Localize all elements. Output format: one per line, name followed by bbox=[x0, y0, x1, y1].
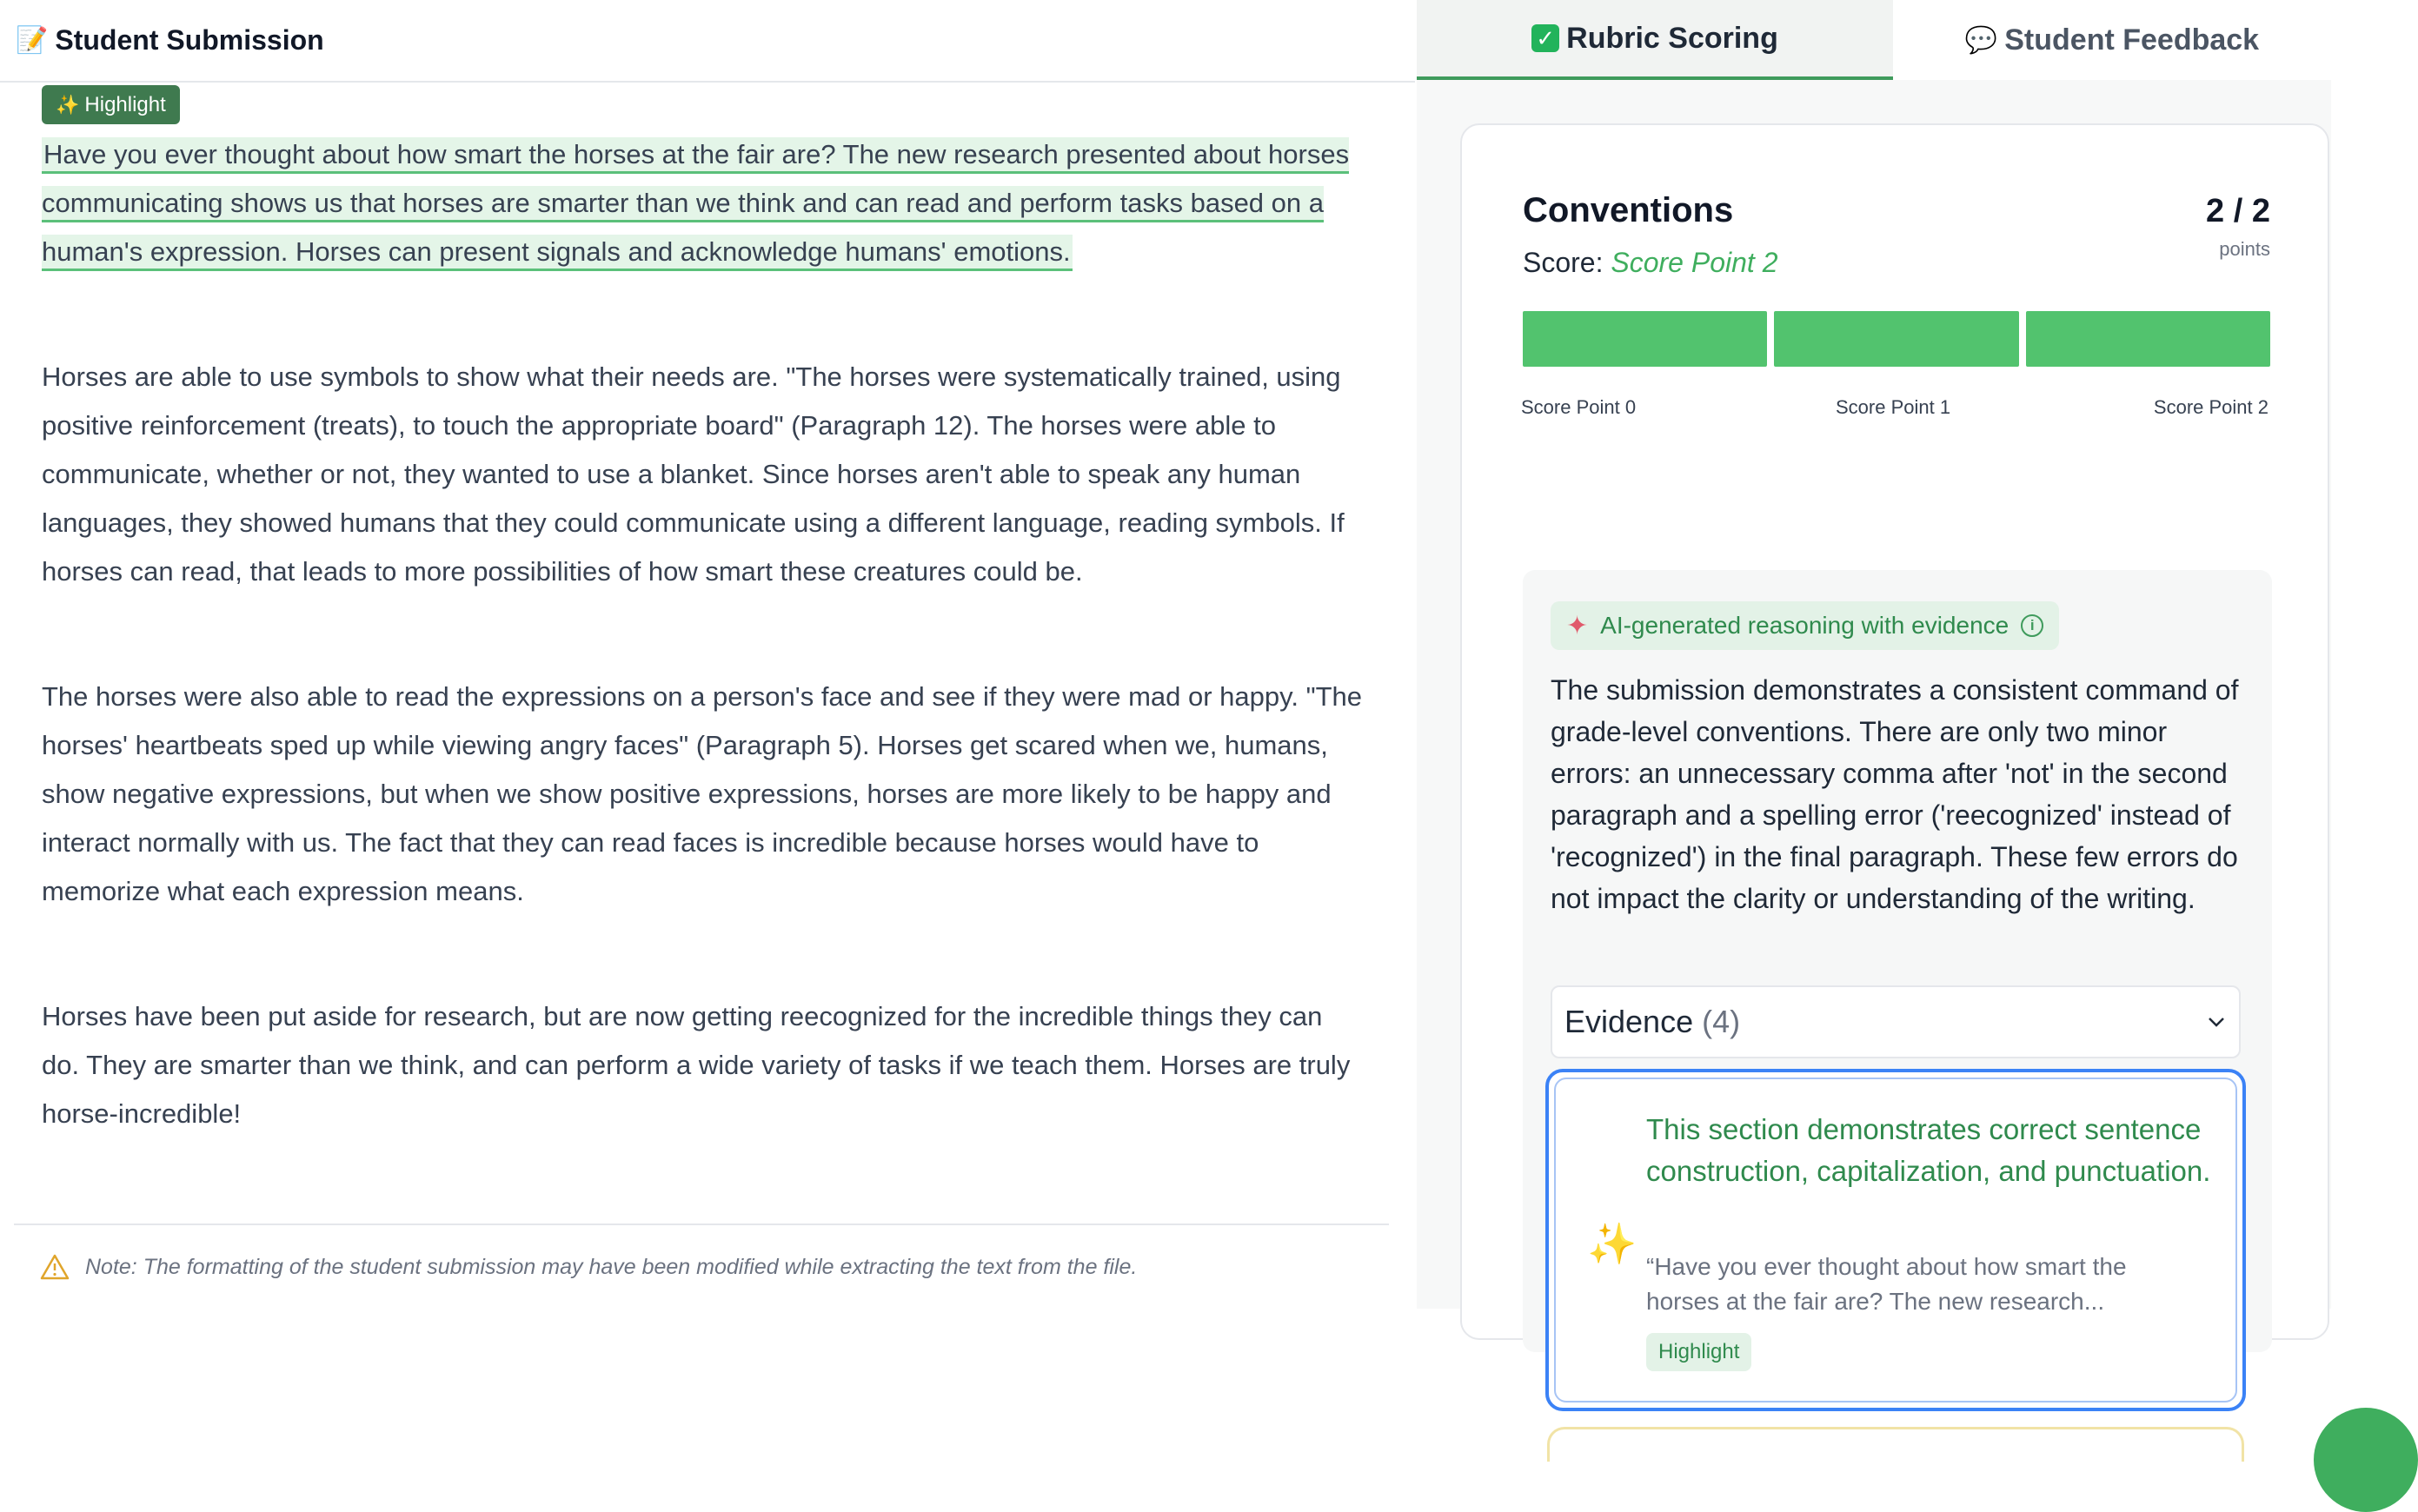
ai-reasoning-badge bbox=[1551, 601, 2059, 650]
scoring-panel bbox=[1417, 0, 2331, 1363]
evidence-card[interactable] bbox=[1545, 1069, 2246, 1411]
score-level-label-1: Score Point 1 bbox=[1836, 396, 1951, 418]
score-level-labels bbox=[1521, 396, 2269, 422]
panel-tabs bbox=[1417, 0, 2331, 80]
evidence-title: This section demonstrates correct sentence construction, capitalization, and punctuation. bbox=[1646, 1113, 2211, 1187]
essay-paragraph-1[interactable] bbox=[42, 130, 1363, 276]
score-level-segment-0[interactable] bbox=[1523, 311, 1767, 367]
note-text: Note: The formatting of the student submission may have been modified while extracting the text from the file. bbox=[85, 1254, 1138, 1279]
formatting-note bbox=[14, 1224, 1389, 1309]
essay-text bbox=[42, 130, 1363, 1215]
essay-paragraph-2: Horses are able to use symbols to show what their needs are. "The horses were systematically trained, using positive reinforcement (treats), to touch the appropriate board" (Paragraph 12). The horses were able to communicate, whether or not, they wanted to use a blanket. Since horses aren't able to speak any human languages, they showed humans that they could communicate using a different language, reading symbols. If horses can read, that leads to more possibilities of how smart these creatures could be. bbox=[42, 361, 1345, 587]
evidence-quote: “Have you ever thought about how smart the horses at the fair are? The new research... bbox=[1646, 1253, 2127, 1315]
score-level-bar bbox=[1523, 311, 2270, 367]
score-level-segment-2[interactable] bbox=[2026, 311, 2270, 367]
submission-header bbox=[0, 0, 1415, 83]
info-icon[interactable]: i bbox=[2021, 614, 2043, 637]
memo-icon: 📝 bbox=[16, 26, 49, 55]
essay-paragraph-4: Horses have been put aside for research, but are now getting reecognized for the incredible things they can do. They are smarter than we think, and can perform a wide variety of tasks if we teach them. Horses are truly horse-incredible! bbox=[42, 1001, 1351, 1129]
check-icon: ✓ bbox=[1531, 24, 1559, 52]
points-label: points bbox=[2219, 238, 2270, 260]
ai-badge-label: AI-generated reasoning with evidence bbox=[1600, 612, 2009, 639]
speech-bubble-icon: 💬 bbox=[1964, 25, 1998, 55]
score-line bbox=[1523, 247, 1777, 279]
ai-sparkle-icon: ✦ bbox=[1566, 611, 1589, 640]
reasoning-box bbox=[1523, 570, 2272, 1363]
tab-label: Rubric Scoring bbox=[1566, 21, 1778, 55]
evidence-label-text: Evidence bbox=[1564, 1004, 1694, 1039]
evidence-highlight-tag[interactable]: Highlight bbox=[1646, 1333, 1751, 1371]
floating-action-button[interactable] bbox=[2314, 1408, 2418, 1512]
chevron-down-icon bbox=[2206, 1011, 2227, 1032]
tab-rubric-scoring[interactable] bbox=[1417, 0, 1893, 80]
tab-student-feedback[interactable] bbox=[1893, 0, 2331, 80]
evidence-label bbox=[1564, 1004, 1740, 1040]
sparkle-icon: ✨ bbox=[56, 93, 80, 116]
highlighted-text[interactable]: Have you ever thought about how smart the horses at the fair are? The new research presented about horses communicating shows us that horses are smarter than we think and can read and perform tasks based on a human's expression. Horses can present signals and acknowledge humans' emotions. bbox=[42, 137, 1349, 271]
highlight-button[interactable] bbox=[42, 85, 180, 124]
warning-icon bbox=[40, 1254, 70, 1280]
essay-paragraph-3: The horses were also able to read the expressions on a person's face and see if they were mad or happy. "The horses' heartbeats sped up while viewing angry faces" (Paragraph 5). Horses get scared when we, humans, show negative expressions, but when we show positive expressions, horses are more likely to be happy and interact normally with us. The fact that they can read faces is incredible because horses would have to memorize what each expression means. bbox=[42, 681, 1362, 906]
score-prefix: Score: bbox=[1523, 247, 1604, 278]
reasoning-text: The submission demonstrates a consistent command of grade-level conventions. There are only two minor errors: an unnecessary comma after 'not' in the second paragraph and a spelling error ('reecognized' instead of 'recognized') in the final paragraph. These few errors do not impact the clarity or understanding of the writing. bbox=[1551, 674, 2239, 914]
criterion-card bbox=[1460, 123, 2329, 1363]
score-level-label-2: Score Point 2 bbox=[2153, 396, 2269, 418]
next-evidence-card[interactable] bbox=[1547, 1427, 2244, 1462]
criterion-title: Conventions bbox=[1523, 191, 1734, 229]
evidence-count: (4) bbox=[1702, 1004, 1741, 1039]
sparkle-icon: ✨ bbox=[1587, 1221, 1637, 1266]
submission-title: Student Submission bbox=[55, 24, 324, 56]
score-level-segment-1[interactable] bbox=[1774, 311, 2018, 367]
score-value: Score Point 2 bbox=[1611, 247, 1778, 278]
highlight-button-label: Highlight bbox=[84, 92, 166, 116]
tab-label: Student Feedback bbox=[2004, 23, 2260, 56]
evidence-dropdown[interactable] bbox=[1551, 985, 2241, 1058]
score-level-label-0: Score Point 0 bbox=[1521, 396, 1637, 418]
points-value: 2 / 2 bbox=[2206, 193, 2270, 229]
